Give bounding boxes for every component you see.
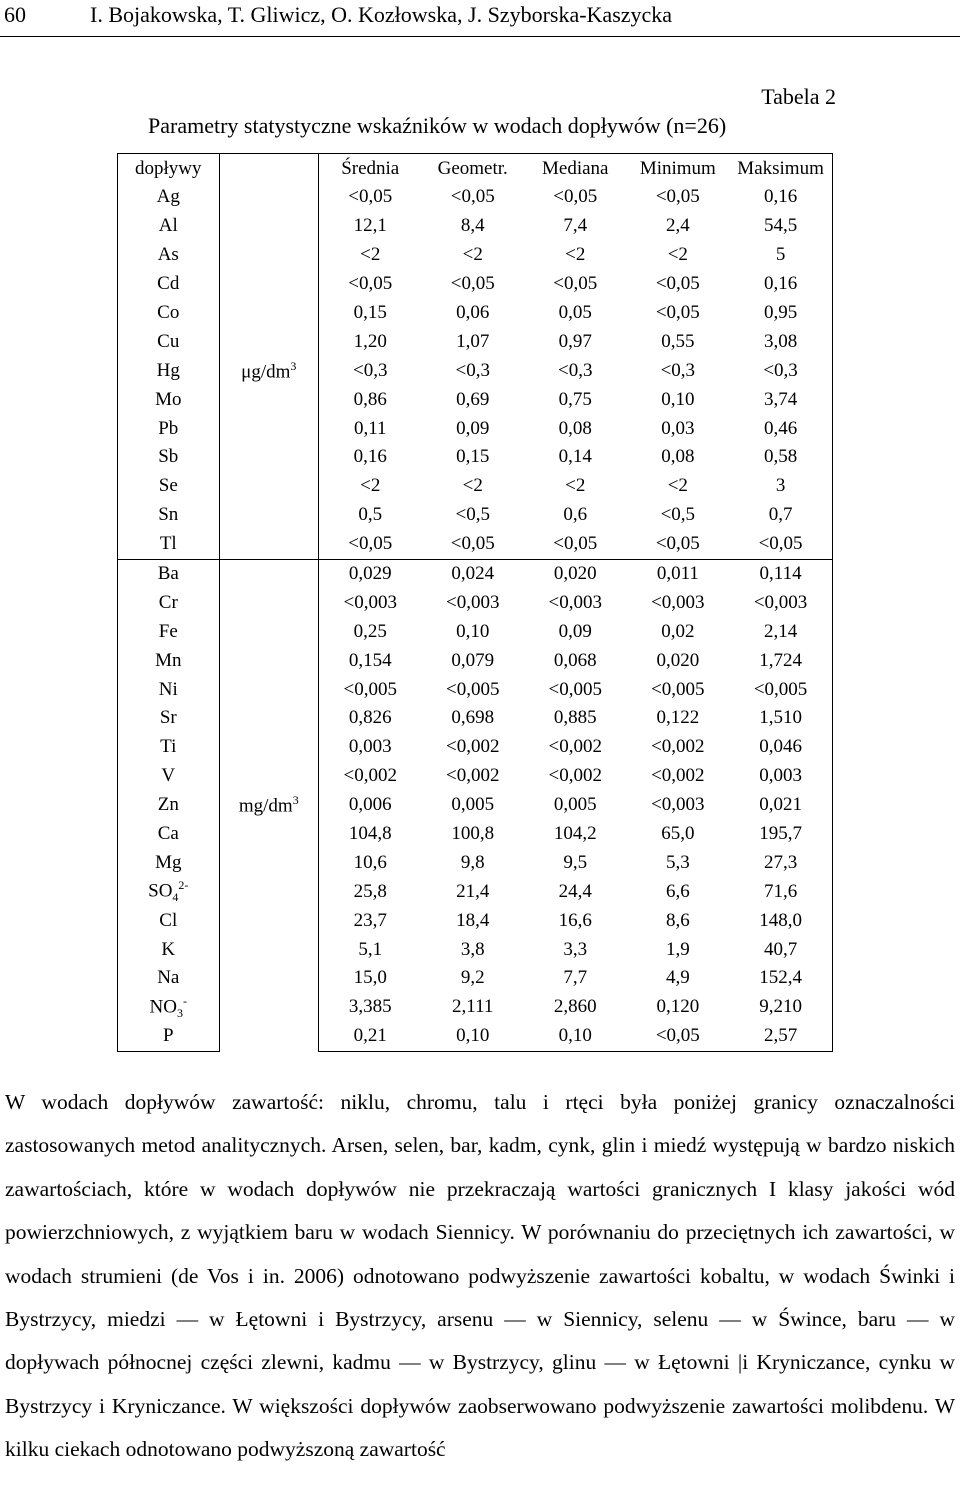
- parameter-name: Cr: [158, 591, 178, 613]
- value-cell: 0,068: [553, 649, 597, 671]
- parameter-name: Cd: [157, 273, 180, 295]
- column-header: Maksimum: [729, 154, 832, 184]
- value-cell: 3,8: [460, 938, 485, 960]
- value-cell: <0,3: [729, 356, 832, 385]
- parameter-cell: [118, 501, 220, 530]
- value-cell: 21,4: [456, 880, 490, 902]
- statistics-table: [117, 153, 833, 1052]
- parameter-cell: [118, 270, 220, 299]
- unit-text: mg/dm: [238, 795, 293, 817]
- value-cell: 9,2: [460, 967, 485, 989]
- value-cell: 0,10: [456, 620, 490, 642]
- value-cell: 0,55: [661, 330, 695, 352]
- parameter-name: Ti: [160, 736, 177, 758]
- parameter-subscript: 4: [172, 890, 179, 905]
- unit-cell: [219, 559, 318, 1051]
- value-cell: 7,4: [563, 215, 588, 237]
- unit-text: μg/dm: [241, 360, 291, 382]
- parameter-name: V: [161, 765, 176, 787]
- parameter-cell: [118, 414, 220, 443]
- column-header: Minimum: [627, 154, 730, 184]
- value-cell: 1,510: [729, 704, 832, 733]
- value-cell: 0,97: [558, 330, 592, 352]
- column-header: Mediana: [524, 154, 627, 184]
- value-cell: 0,15: [456, 446, 490, 468]
- value-cell: 2,111: [452, 996, 494, 1018]
- value-cell: 0,03: [661, 417, 695, 439]
- value-cell: 0,08: [558, 417, 592, 439]
- parameter-cell: [118, 385, 220, 414]
- value-cell: 0,020: [524, 559, 627, 588]
- parameter-cell: [118, 530, 220, 559]
- parameter-cell: [118, 791, 220, 820]
- value-cell: 3,74: [729, 385, 832, 414]
- parameter-cell: [118, 212, 220, 241]
- body-paragraph: W wodach dopływów zawartość: niklu, chromu, talu i rtęci była poniżej granicy oznaczalności zastosowanych metod analitycznych. Arsen, selen, bar, kadm, cynk, glin i miedź występują w bardzo niskich zawartościach, które w wodach dopływów nie przekraczają wartości granicznych I klasy jakości wód powierzchniowych, z wyjątkiem baru w wodach Siennicy. W porównaniu do przeciętnych ich zawartości, w wodach strumieni (de Vos i in. 2006) odnotowano podwyższenie zawartości kobaltu, w wodach Świnki i Bystrzycy, miedzi — w Łętowni i Bystrzycy, arsenu — w Siennicy, selenu — w Śwince, baru — w dopływach północnej części zlewni, kadmu — w Bystrzycy, glinu — w Łętowni |i Kryniczance, cynku w Bystrzycy i Kryniczance. W większości dopływów zaobserwowano podwyższenie zawartości molibdenu. W kilku ciekach odnotowano podwyższoną zawartość: [5, 1090, 955, 1462]
- parameter-name: P: [162, 1025, 174, 1047]
- parameter-cell: [118, 733, 220, 762]
- parameter-cell: [118, 559, 220, 588]
- column-header: dopływy: [118, 154, 220, 184]
- parameter-cell: [118, 356, 220, 385]
- parameter-name: Mg: [155, 851, 182, 873]
- value-cell: 23,7: [353, 909, 387, 931]
- value-cell: 152,4: [729, 964, 832, 993]
- value-cell: 1,20: [353, 330, 387, 352]
- value-cell: <0,005: [445, 678, 500, 700]
- table-caption: Parametry statystyczne wskaźników w wodach dopływów (n=26): [148, 113, 727, 138]
- value-cell: 0,25: [353, 620, 387, 642]
- value-cell: <0,3: [455, 359, 490, 381]
- parameter-cell: [118, 183, 220, 212]
- value-cell: <0,002: [651, 765, 705, 787]
- value-cell: <0,05: [348, 273, 393, 295]
- value-cell: <0,002: [343, 765, 397, 787]
- value-cell: 0,21: [319, 1022, 422, 1051]
- value-cell: 2,4: [665, 215, 690, 237]
- value-cell: <0,05: [450, 186, 495, 208]
- running-title: I. Bojakowska, T. Gliwicz, O. Kozłowska, J. Szyborska-Kaszycka: [90, 2, 673, 27]
- value-cell: 0,698: [451, 707, 495, 729]
- parameter-cell: [118, 472, 220, 501]
- value-cell: 0,029: [319, 559, 422, 588]
- table-row: [118, 559, 833, 588]
- value-cell: 3,385: [348, 996, 392, 1018]
- value-cell: <0,003: [651, 794, 705, 816]
- value-cell: 0,120: [656, 996, 700, 1018]
- column-header: Geometr.: [421, 154, 524, 184]
- value-cell: <0,05: [553, 273, 598, 295]
- value-cell: <0,3: [558, 359, 593, 381]
- value-cell: 0,154: [348, 649, 392, 671]
- parameter-cell: [118, 675, 220, 704]
- value-cell: <0,003: [445, 591, 500, 613]
- value-cell: 1,724: [729, 646, 832, 675]
- value-cell: 0,06: [456, 302, 490, 323]
- page-header: [0, 0, 960, 40]
- value-cell: 65,0: [661, 823, 695, 845]
- value-cell: 8,6: [665, 909, 690, 931]
- parameter-name: Co: [157, 302, 180, 323]
- parameter-name: Mn: [155, 649, 182, 671]
- value-cell: <0,002: [445, 765, 500, 787]
- parameter-name: NO: [149, 996, 177, 1018]
- value-cell: 25,8: [353, 880, 387, 902]
- parameter-cell: [118, 1022, 220, 1051]
- value-cell: 0,14: [558, 446, 592, 468]
- value-cell: 0,006: [348, 794, 392, 816]
- value-cell: 0,02: [661, 620, 695, 642]
- unit-cell: [219, 183, 318, 559]
- value-cell: 9,210: [729, 993, 832, 1022]
- parameter-name: Mo: [155, 388, 182, 410]
- parameter-cell: [118, 588, 220, 617]
- value-cell: 5: [729, 241, 832, 270]
- value-cell: <0,003: [729, 588, 832, 617]
- value-cell: <0,05: [553, 533, 598, 555]
- value-cell: 0,16: [729, 270, 832, 299]
- value-cell: 9,8: [460, 851, 485, 873]
- value-cell: <0,5: [660, 504, 696, 526]
- parameter-cell: [118, 935, 220, 964]
- value-cell: 0,58: [729, 443, 832, 472]
- parameter-name: Tl: [159, 533, 177, 555]
- value-cell: 0,020: [656, 649, 700, 671]
- value-cell: <2: [667, 475, 688, 497]
- parameter-name: Sb: [158, 446, 179, 468]
- value-cell: <0,05: [627, 1022, 730, 1051]
- value-cell: <2: [462, 475, 483, 497]
- parameter-cell: [118, 964, 220, 993]
- value-cell: <0,05: [729, 530, 832, 559]
- value-cell: 24,4: [558, 880, 592, 902]
- parameter-name: Zn: [157, 794, 179, 816]
- parameter-cell: [118, 877, 220, 906]
- value-cell: 5,3: [665, 851, 690, 873]
- value-cell: 2,57: [729, 1022, 832, 1051]
- unit-label: [220, 359, 318, 383]
- value-cell: 0,079: [451, 649, 495, 671]
- parameter-cell: [118, 646, 220, 675]
- value-cell: 0,86: [353, 388, 387, 410]
- value-cell: 0,5: [358, 504, 383, 526]
- parameter-name: Al: [158, 215, 178, 237]
- value-cell: <0,05: [655, 273, 700, 295]
- value-cell: 10,6: [353, 851, 387, 873]
- parameter-cell: [118, 443, 220, 472]
- column-header: Średnia: [319, 154, 422, 184]
- value-cell: 5,1: [358, 938, 383, 960]
- value-cell: 0,005: [553, 794, 597, 816]
- value-cell: <0,05: [450, 533, 495, 555]
- value-cell: 3,3: [563, 938, 588, 960]
- value-cell: 6,6: [665, 880, 690, 902]
- value-cell: 0,16: [729, 183, 832, 212]
- value-cell: 195,7: [729, 820, 832, 849]
- value-cell: 0,046: [729, 733, 832, 762]
- value-cell: 0,7: [729, 501, 832, 530]
- parameter-name: Ca: [157, 823, 179, 845]
- value-cell: <0,002: [548, 765, 602, 787]
- value-cell: 0,114: [729, 559, 832, 588]
- value-cell: <0,005: [729, 675, 832, 704]
- parameter-name: Sn: [158, 504, 179, 526]
- parameter-subscript: 3: [177, 1005, 183, 1020]
- parameter-name: Hg: [156, 359, 180, 381]
- table-body: [118, 183, 833, 1051]
- value-cell: 1,9: [665, 938, 690, 960]
- value-cell: <0,05: [655, 186, 700, 208]
- value-cell: 27,3: [729, 848, 832, 877]
- value-cell: 0,09: [456, 417, 490, 439]
- parameter-cell: [118, 241, 220, 270]
- parameter-cell: [118, 993, 220, 1022]
- value-cell: 0,05: [558, 302, 592, 323]
- value-cell: <0,005: [343, 678, 397, 700]
- value-cell: 148,0: [729, 906, 832, 935]
- value-cell: 0,75: [558, 388, 592, 410]
- value-cell: <2: [565, 475, 586, 497]
- unit-exponent: 3: [292, 793, 299, 808]
- value-cell: 0,122: [656, 707, 700, 729]
- value-cell: 8,4: [460, 215, 485, 237]
- value-cell: 0,69: [456, 388, 490, 410]
- value-cell: 0,09: [558, 620, 592, 642]
- value-cell: <0,003: [343, 591, 397, 613]
- value-cell: 40,7: [729, 935, 832, 964]
- value-cell: 4,9: [665, 967, 690, 989]
- value-cell: 0,6: [563, 504, 588, 526]
- value-cell: <2: [462, 244, 483, 266]
- parameter-cell: [118, 848, 220, 877]
- parameter-cell: [118, 617, 220, 646]
- parameter-name: Ba: [157, 563, 179, 585]
- value-cell: 9,5: [563, 851, 588, 873]
- parameter-cell: [118, 704, 220, 733]
- value-cell: 0,024: [421, 559, 524, 588]
- column-header: [219, 154, 318, 184]
- header-rule: [0, 36, 960, 37]
- value-cell: <0,05: [655, 533, 700, 555]
- unit-exponent: 3: [290, 358, 297, 373]
- parameter-name: Ag: [156, 186, 180, 208]
- value-cell: 104,2: [553, 823, 597, 845]
- value-cell: <2: [360, 244, 381, 266]
- value-cell: <2: [565, 244, 586, 266]
- table-header-row: [118, 154, 833, 184]
- value-cell: 0,005: [451, 794, 495, 816]
- value-cell: 0,08: [661, 446, 695, 468]
- value-cell: 0,46: [729, 414, 832, 443]
- value-cell: 2,860: [553, 996, 597, 1018]
- body-text: [5, 1081, 955, 1472]
- value-cell: 16,6: [558, 909, 592, 931]
- parameter-cell: [118, 762, 220, 791]
- parameter-name: Cu: [157, 330, 180, 352]
- unit-label: [220, 793, 318, 817]
- value-cell: 54,5: [729, 212, 832, 241]
- value-cell: 15,0: [353, 967, 387, 989]
- value-cell: <0,05: [655, 302, 700, 323]
- value-cell: <0,003: [651, 591, 705, 613]
- parameter-name: K: [161, 938, 176, 960]
- value-cell: 71,6: [729, 877, 832, 906]
- value-cell: 0,003: [348, 736, 392, 758]
- value-cell: 104,8: [348, 823, 392, 845]
- value-cell: 0,10: [661, 388, 695, 410]
- value-cell: 0,826: [348, 707, 392, 729]
- parameter-cell: [118, 299, 220, 328]
- parameter-cell: [118, 327, 220, 356]
- value-cell: <0,002: [651, 736, 705, 758]
- parameter-superscript: 2-: [178, 878, 189, 893]
- value-cell: <0,05: [553, 186, 598, 208]
- value-cell: 0,11: [353, 417, 387, 439]
- parameter-cell: [118, 906, 220, 935]
- value-cell: 100,8: [451, 823, 495, 845]
- parameter-superscript: -: [183, 993, 187, 1008]
- parameter-name: Na: [157, 967, 180, 989]
- value-cell: 0,011: [627, 559, 730, 588]
- value-cell: 0,021: [729, 791, 832, 820]
- value-cell: <0,3: [353, 359, 388, 381]
- value-cell: <0,5: [455, 504, 490, 526]
- value-cell: 7,7: [563, 967, 588, 989]
- parameter-name: Se: [158, 475, 178, 497]
- value-cell: <0,002: [548, 736, 602, 758]
- value-cell: <0,002: [445, 736, 500, 758]
- value-cell: <0,05: [348, 186, 393, 208]
- value-cell: 0,003: [729, 762, 832, 791]
- parameter-name: Sr: [159, 707, 177, 729]
- value-cell: 0,10: [421, 1022, 524, 1051]
- value-cell: 18,4: [456, 909, 490, 931]
- value-cell: 0,16: [353, 446, 387, 468]
- value-cell: <0,05: [450, 273, 495, 295]
- parameter-cell: [118, 820, 220, 849]
- parameter-name: Pb: [158, 417, 179, 439]
- value-cell: 12,1: [353, 215, 387, 237]
- value-cell: 0,15: [353, 302, 387, 323]
- value-cell: <0,005: [548, 678, 602, 700]
- parameter-name: As: [157, 244, 179, 266]
- value-cell: 0,885: [553, 707, 597, 729]
- table-row: [118, 183, 833, 212]
- value-cell: <0,003: [548, 591, 602, 613]
- value-cell: <2: [667, 244, 688, 266]
- value-cell: 3,08: [729, 327, 832, 356]
- value-cell: <0,3: [660, 359, 696, 381]
- value-cell: <0,005: [651, 678, 705, 700]
- value-cell: 0,10: [524, 1022, 627, 1051]
- parameter-name: Cl: [159, 909, 178, 931]
- value-cell: <0,05: [348, 533, 393, 555]
- table-label: Tabela 2: [761, 84, 836, 109]
- value-cell: 1,07: [456, 330, 490, 352]
- value-cell: <2: [360, 475, 381, 497]
- parameter-name: Ni: [158, 678, 178, 700]
- value-cell: 0,95: [729, 299, 832, 328]
- parameter-name: SO: [148, 880, 173, 902]
- value-cell: 2,14: [729, 617, 832, 646]
- page-number: 60: [4, 2, 26, 27]
- value-cell: 3: [729, 472, 832, 501]
- parameter-name: Fe: [158, 620, 178, 642]
